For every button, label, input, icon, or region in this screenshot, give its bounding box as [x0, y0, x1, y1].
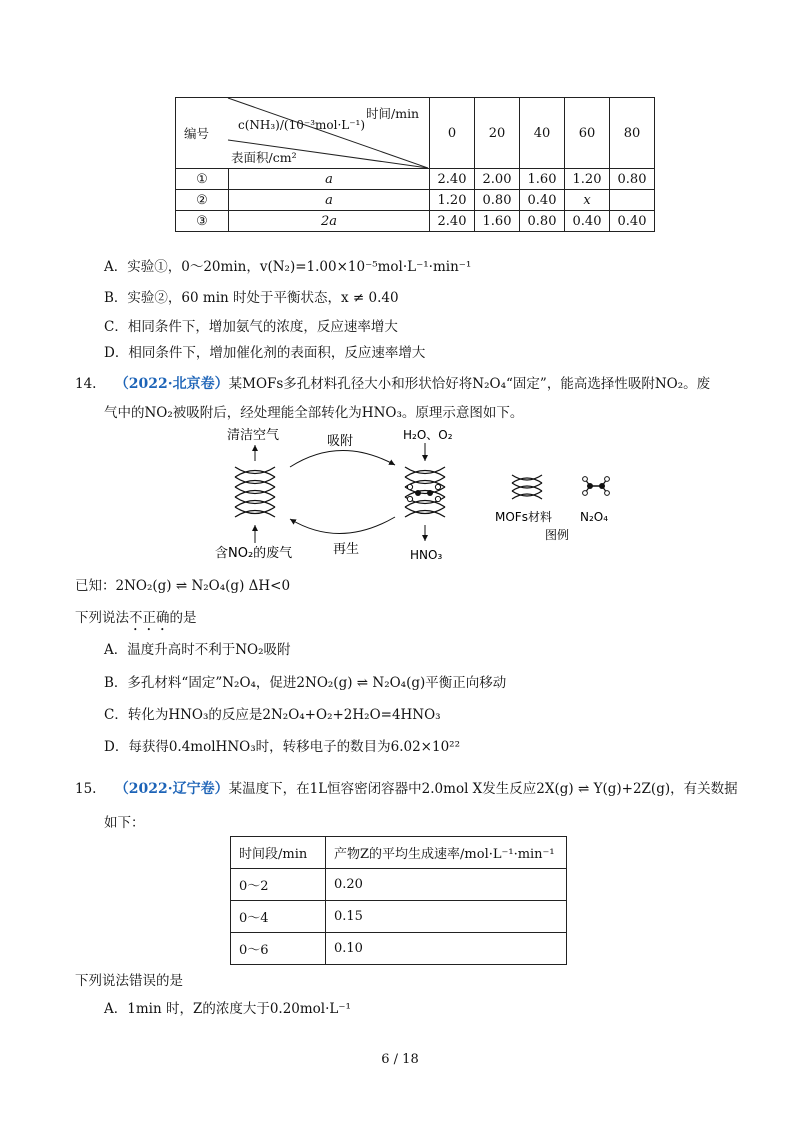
q13-option-d: D．相同条件下，增加催化剂的表面积，反应速率增大 — [104, 345, 426, 361]
time-header: 0 — [430, 98, 475, 169]
mof-adsorption-diagram — [205, 425, 645, 575]
header-id: 编号 — [184, 126, 210, 141]
cell-value: 0.40 — [565, 211, 610, 232]
header-area: 表面积/cm² — [231, 150, 297, 165]
q14-known: 已知：2NO₂(g) ⇌ N₂O₄(g) ΔH<0 — [75, 578, 291, 594]
table-row — [231, 933, 567, 965]
q15-stem-line1: 某温度下，在1L恒容密闭容器中2.0mol X发生反应2X(g) ⇌ Y(g)+2Z(g)，有关数据 — [228, 781, 738, 797]
legend-n2o4-icon — [583, 477, 610, 496]
q14-option-a: A．温度升高时不利于NO₂吸附 — [104, 642, 291, 658]
q14-ask-post: 的是 — [169, 610, 197, 626]
table-row — [176, 169, 655, 190]
q13-option-a: A．实验①，0～20min，v(N₂)=1.00×10⁻⁵mol·L⁻¹·min⁻¹ — [104, 259, 472, 275]
col-header-period: 时间段/min — [231, 837, 326, 869]
cell-value: 2.40 — [430, 211, 475, 232]
cell-value — [610, 190, 655, 211]
z-rate-table — [230, 836, 567, 965]
cell-value: 0.80 — [520, 211, 565, 232]
q14-option-c: C．转化为HNO₃的反应是2N₂O₄+O₂+2H₂O=4HNO₃ — [104, 707, 441, 723]
cell-period: 0～2 — [231, 869, 326, 901]
col-header-rate: 产物Z的平均生成速率/mol·L⁻¹·min⁻¹ — [326, 837, 567, 869]
time-header: 20 — [475, 98, 520, 169]
legend-mof-label: MOFs材料 — [495, 510, 552, 524]
q13-option-b: B．实验②，60 min 时处于平衡状态，x ≠ 0.40 — [104, 290, 399, 306]
cell-value: 0.80 — [610, 169, 655, 190]
q14-option-b: B．多孔材料“固定”N₂O₄，促进2NO₂(g) ⇌ N₂O₄(g)平衡正向移动 — [104, 675, 507, 691]
q15-ask: 下列说法错误的是 — [75, 973, 183, 989]
q14-ask — [75, 606, 197, 634]
mof-mesh-left — [235, 467, 275, 517]
q14-stem-line1: 某MOFs多孔材料孔径大小和形状恰好将N₂O₄“固定”，能高选择性吸附NO₂。废 — [228, 376, 711, 392]
label-waste-gas: 含NO₂的废气 — [215, 546, 293, 561]
cell-value: 1.20 — [430, 190, 475, 211]
time-header: 60 — [565, 98, 610, 169]
q15-header — [75, 777, 738, 798]
cell-rate: 0.15 — [326, 901, 567, 933]
q15-stem-line2: 如下： — [104, 815, 145, 831]
cell-value: x — [565, 190, 610, 211]
table-row — [176, 190, 655, 211]
label-hno3: HNO₃ — [410, 548, 443, 562]
cell-value: 1.60 — [520, 169, 565, 190]
cell-value: 0.40 — [520, 190, 565, 211]
q14-ask-emphasis: 不正确 — [129, 610, 170, 626]
q14-option-d: D．每获得0.4molHNO₃时，转移电子的数目为6.02×10²² — [104, 739, 460, 755]
header-time: 时间/min — [366, 106, 420, 121]
row-id: ② — [176, 190, 229, 211]
cell-value: 2.40 — [430, 169, 475, 190]
q14-number: 14. — [75, 376, 97, 392]
cell-rate: 0.20 — [326, 869, 567, 901]
cell-value: 2.00 — [475, 169, 520, 190]
table-row — [176, 211, 655, 232]
row-id: ③ — [176, 211, 229, 232]
q15-source: （2022·辽宁卷） — [114, 781, 229, 797]
cell-period: 0～6 — [231, 933, 326, 965]
q13-option-c: C．相同条件下，增加氨气的浓度，反应速率增大 — [104, 319, 398, 335]
cell-period: 0～4 — [231, 901, 326, 933]
row-area: 2a — [229, 211, 430, 232]
mof-mesh-right — [405, 467, 445, 517]
legend-title: 图例 — [545, 528, 570, 542]
label-h2o-o2: H₂O、O₂ — [403, 428, 453, 442]
label-regen: 再生 — [333, 542, 360, 557]
table-row — [231, 901, 567, 933]
cell-value: 0.80 — [475, 190, 520, 211]
label-clean-air: 清洁空气 — [227, 428, 280, 443]
row-area: a — [229, 169, 430, 190]
legend-mof-icon — [512, 475, 542, 499]
cell-value: 0.40 — [610, 211, 655, 232]
page-number: 6 / 18 — [381, 1052, 419, 1067]
q14-ask-pre: 下列说法 — [75, 610, 129, 626]
q14-stem-line2: 气中的NO₂被吸附后，经处理能全部转化为HNO₃。原理示意图如下。 — [104, 405, 524, 421]
arrow-regen — [290, 517, 395, 534]
q15-option-a: A．1min 时，Z的浓度大于0.20mol·L⁻¹ — [104, 1001, 351, 1017]
time-header: 80 — [610, 98, 655, 169]
row-id: ① — [176, 169, 229, 190]
q14-source: （2022·北京卷） — [114, 376, 229, 392]
legend-n2o4-label: N₂O₄ — [580, 510, 609, 524]
header-conc: c(NH₃)/(10⁻³mol·L⁻¹) — [238, 118, 366, 132]
table-row — [231, 869, 567, 901]
time-header: 40 — [520, 98, 565, 169]
row-area: a — [229, 190, 430, 211]
cell-rate: 0.10 — [326, 933, 567, 965]
cell-value: 1.60 — [475, 211, 520, 232]
diagonal-header-cell — [176, 98, 430, 169]
q14-header — [75, 372, 710, 393]
label-adsorb: 吸附 — [327, 434, 354, 449]
rate-data-table — [175, 97, 655, 232]
cell-value: 1.20 — [565, 169, 610, 190]
q15-number: 15. — [75, 781, 97, 797]
arrow-adsorb — [290, 450, 395, 467]
